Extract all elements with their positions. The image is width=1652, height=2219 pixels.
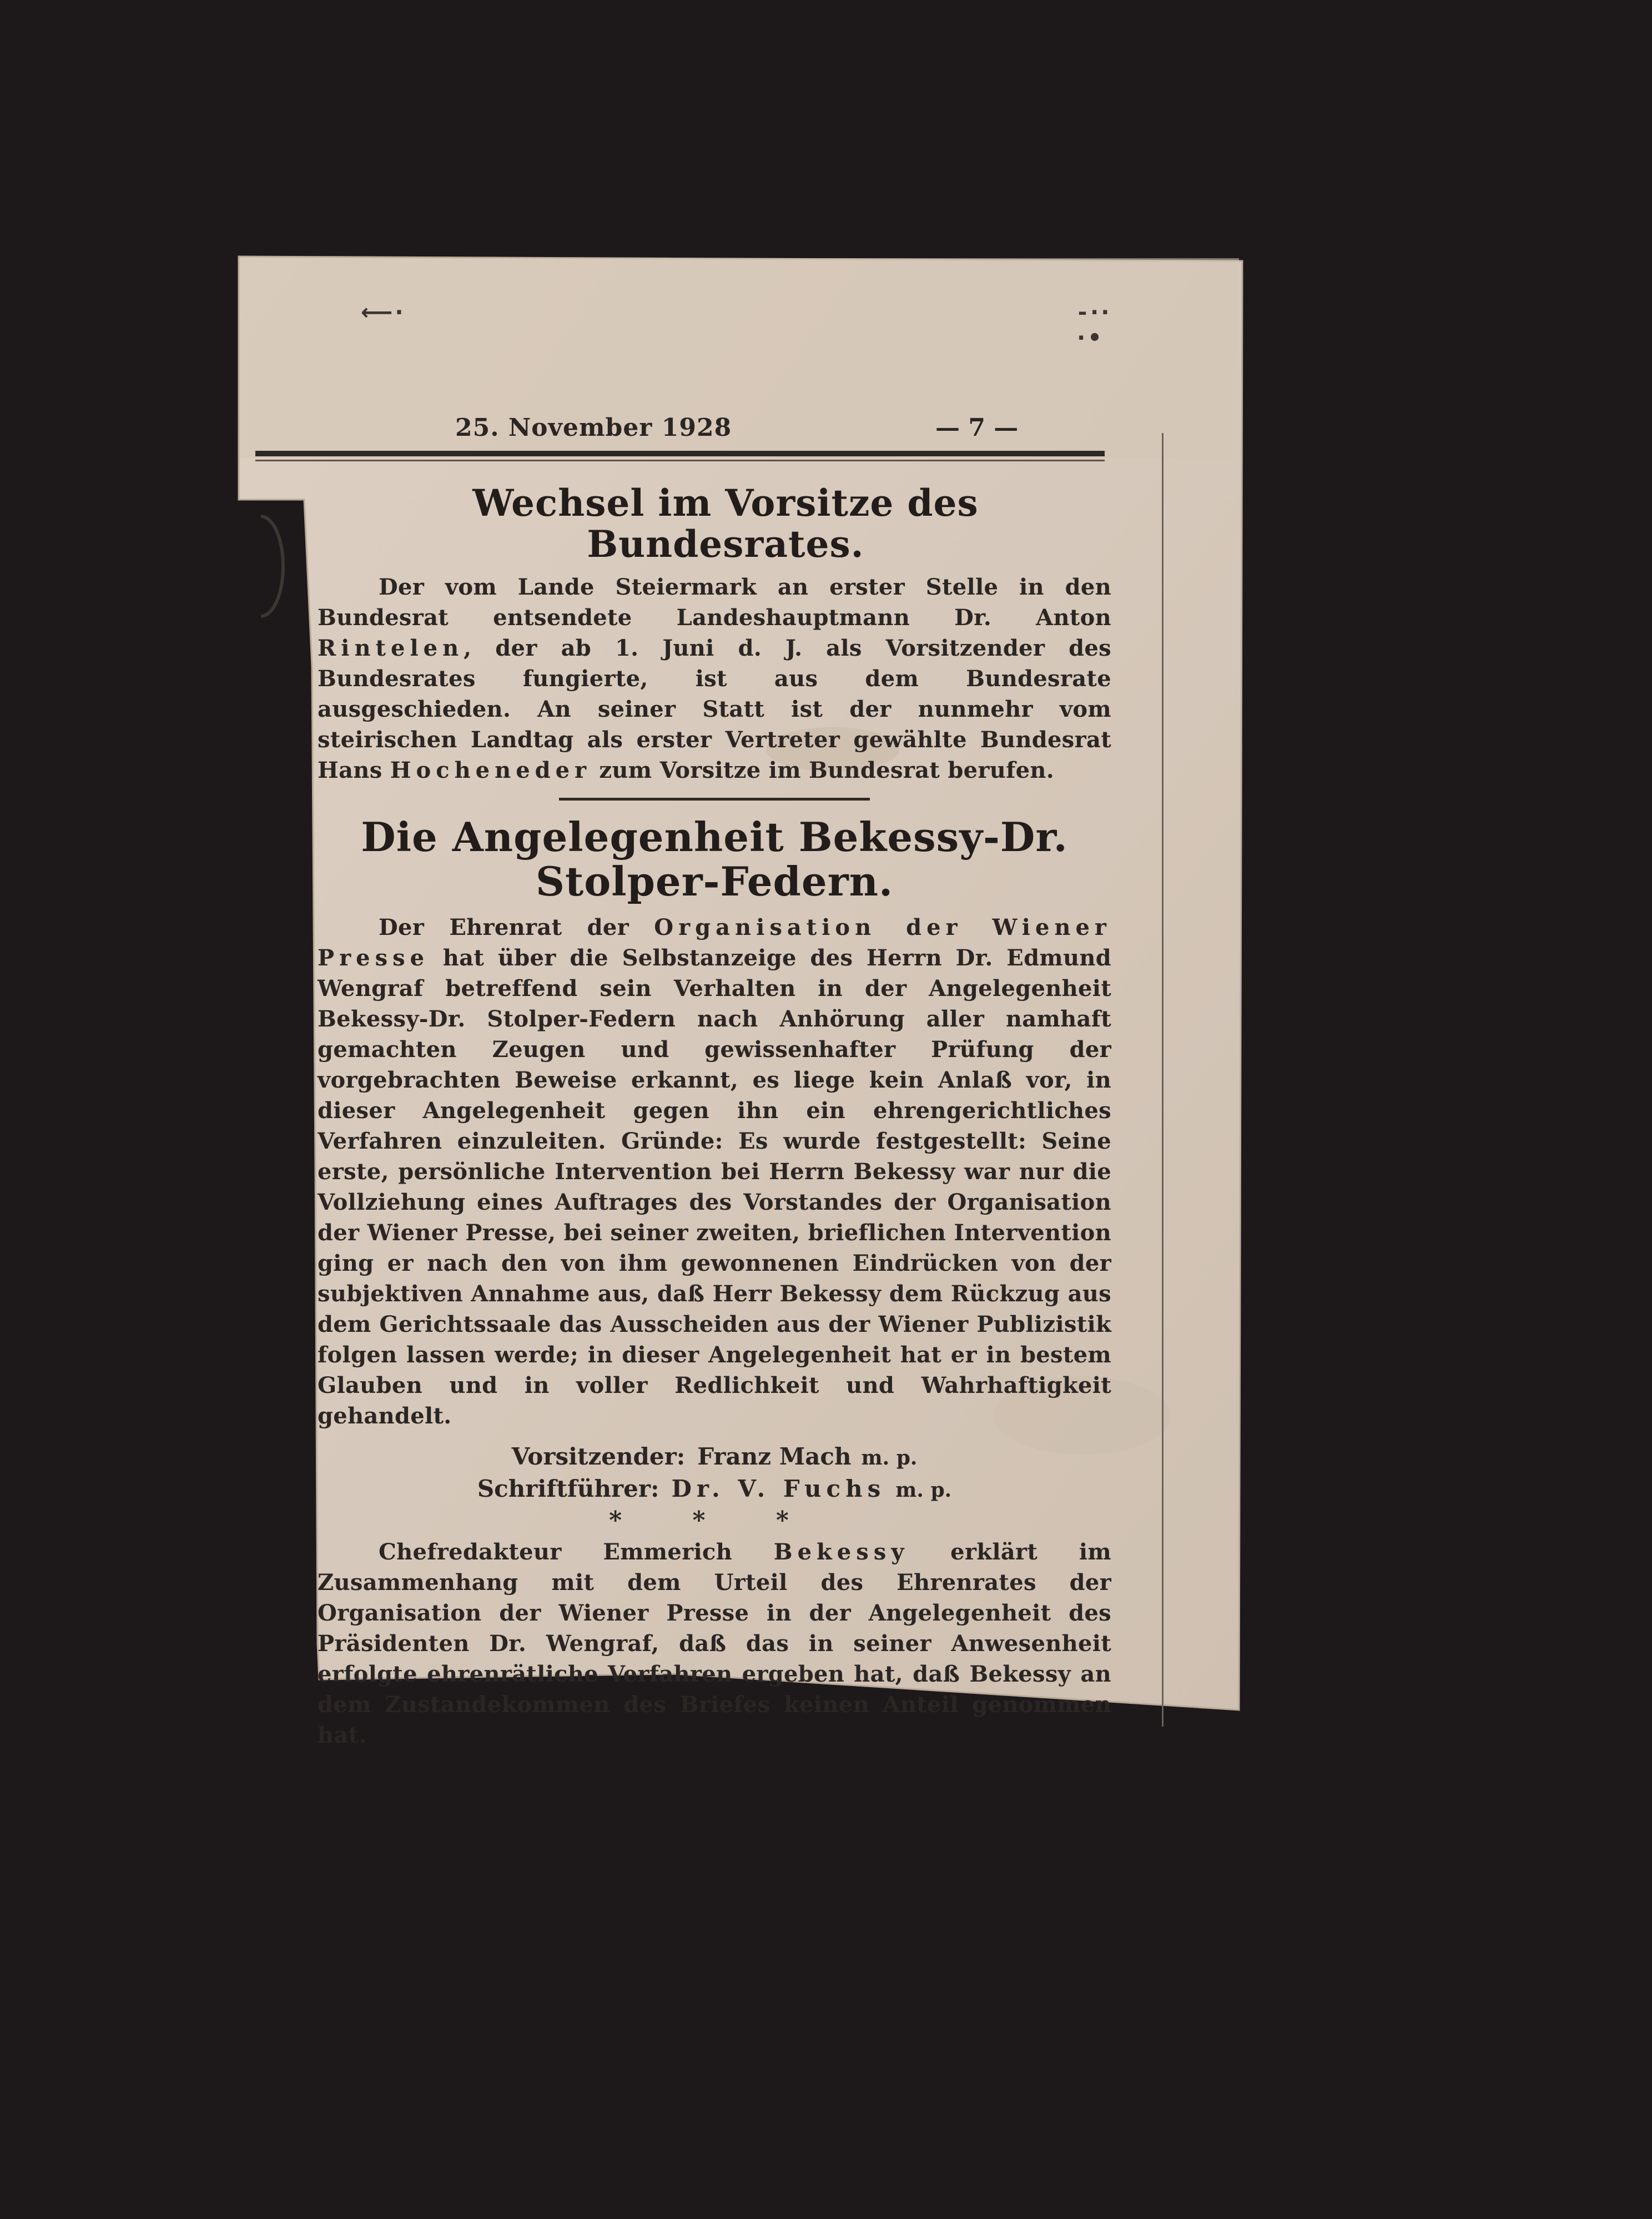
margin-mark-left: ⟵· [361,300,406,325]
text-run: , der ab 1. Juni d. J. als Vorsitzender des Bundesrates fungierte, ist aus dem Bundesrate ausgeschieden. An seiner Statt ist der nunmehr vom steirischen Landtag als erster Vertreter gewählte Bundesrat Hans [318,635,1111,783]
spaced-name: Bekessy [773,1539,909,1566]
article-body [318,912,1111,1431]
issue-date: 25. November 1928 [455,414,732,442]
signature-secretary [318,1473,1111,1506]
spaced-organisation: Organisation der Wiener Presse [318,914,1111,972]
page-number: — 7 — [935,414,1019,442]
header-rule-thin [255,460,1105,461]
column-divider [1162,433,1164,1727]
article-title: Die Angelegenheit Bekessy-Dr. Stolper-Federn. [361,813,1068,905]
text-run: Der vom Lande Steiermark an erster Stelle in den Bundesrat entsendete Landeshauptmann Dr. Anton [318,573,1111,631]
spaced-name: Rintelen [318,635,464,661]
section-asterisks: * * * [609,1506,820,1535]
article-title: Wechsel im Vorsitze des Bundesrates. [472,481,979,566]
signature-name: Dr. V. Fuchs [671,1475,886,1503]
signature-role: Vorsitzender: [511,1443,686,1471]
text-run: Chefredakteur Emmerich [379,1539,774,1566]
text-run: hat über die Selbstanzeige des Herrn Dr. Edmund Wengraf betreffend sein Verhalten in der Angelegenheit Bekessy-Dr. Stolper-Federn nach Anhörung aller namhaft gemachten Zeugen und gewissenhafter Prüfung der vorgebrachten Beweise erkannt, es liege kein Anlaß vor, in dieser Angelegenheit gegen ihn ein ehrengerichtliches Verfahren einzuleiten. Gründe: Es wurde festgestellt: Seine erste, persönliche Intervention bei Herrn Bekessy war nur die Vollziehung eines Auftrages des Vorstandes der Organisation der Wiener Presse, bei seiner zweiten, brieflichen Intervention ging er nach den von ihm gewonnenen Eindrücken von der subjektiven Annahme aus, daß Herr Bekessy dem Rückzug aus dem Gerichtssaale das Ausscheiden aus der Wiener Publizistik folgen lassen werde; in dieser Angelegenheit hat er in bestem Glauben und in voller Redlichkeit und Wahrhaftigkeit gehandelt. [318,945,1111,1430]
signature-chair [318,1441,1111,1473]
addendum-body [318,1537,1111,1750]
text-run: zum Vorsitze im Bundesrat berufen. [591,757,1054,783]
signature-name: Franz Mach [697,1443,852,1471]
margin-mark-right: ⁃·· ·• [1077,300,1112,351]
text-run: Der Ehrenrat der [379,914,654,941]
page-header [311,414,1110,452]
signature-suffix: m. p. [895,1478,952,1502]
text-run: erklärt im Zusammenhang mit dem Urteil des Ehrenrates der Organisation der Wiener Presse in der Angelegenheit des Präsidenten Dr. Wengraf, daß das in seiner Anwesenheit erfolgte ehrenrätliche Verfahren ergeben hat, daß Bekessy an dem Zustandekommen des Briefes keinen Anteil genommen hat. [318,1539,1112,1749]
signature-role: Schriftführer: [477,1475,659,1503]
article-divider [559,798,870,801]
spaced-name: Hocheneder [390,757,592,783]
header-rule [255,451,1105,456]
article-body [318,572,1111,786]
signature-suffix: m. p. [861,1446,918,1470]
article-bundesrat [318,483,1111,1750]
